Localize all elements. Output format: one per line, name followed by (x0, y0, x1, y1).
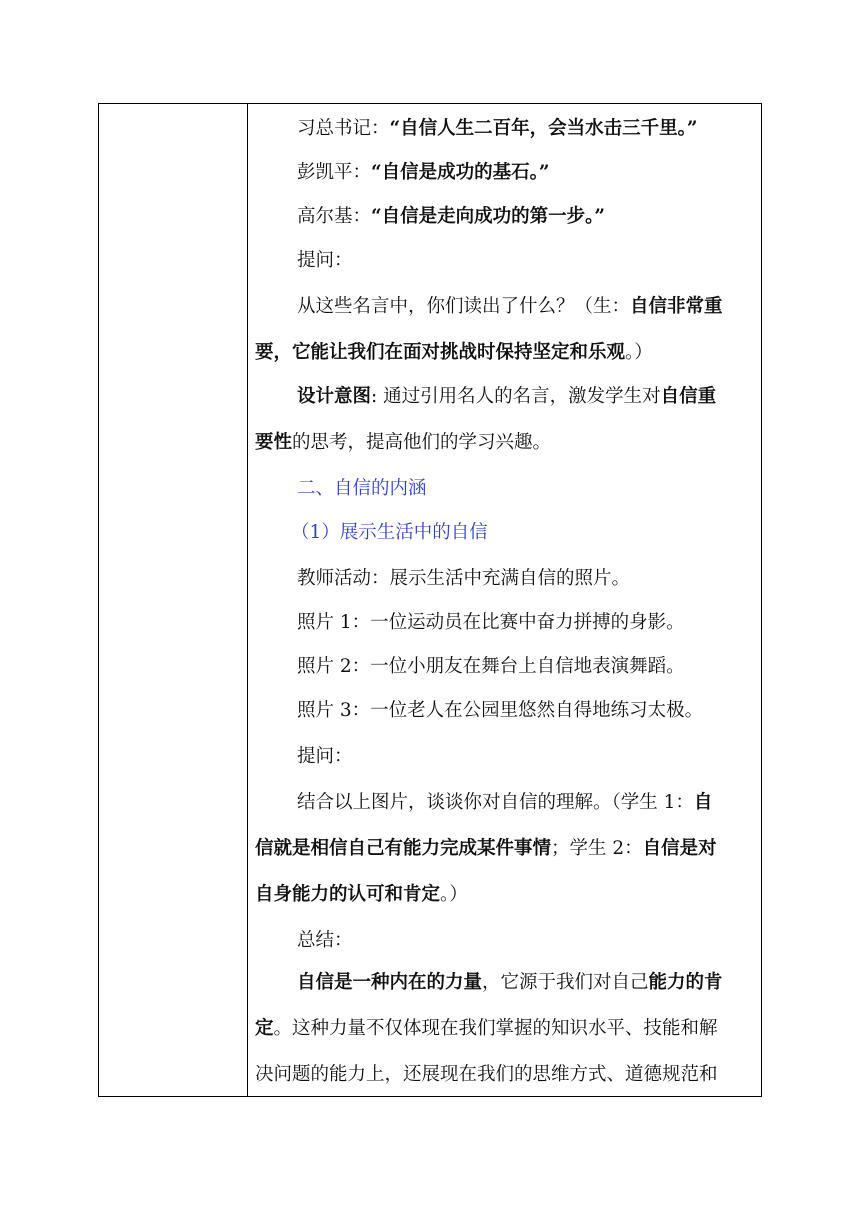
design-text-1: : 通过引用名人的名言，激发学生对 (371, 386, 661, 407)
quote-line-1 (297, 118, 698, 140)
quote-3-speaker: 高尔基： (297, 206, 372, 227)
design-text-2: 的思考，提高他们的学习兴趣。 (292, 432, 552, 453)
subsection-1-heading: （1）展示生活中的自信 (291, 522, 488, 543)
photo-item-3: 照片 3：一位老人在公园里悠然自得地练习太极。 (297, 700, 704, 721)
quote-1-text: “自信人生二百年，会当水击三千里。” (389, 118, 698, 139)
quote-line-3 (297, 206, 605, 228)
design-line-2 (255, 432, 551, 454)
photo-item-2: 照片 2：一位小朋友在舞台上自信地表演舞蹈。 (297, 656, 685, 677)
question-1-answer-start: 自信非常重 (630, 296, 723, 317)
photo-item-1: 照片 1：一位运动员在比赛中奋力拼搏的身影。 (297, 612, 685, 633)
question-2-label: 提问： (297, 746, 353, 767)
quote-line-2 (297, 162, 550, 184)
question-2-bold-2b: 自身能力的认可和肯定 (255, 884, 441, 905)
summary-line-1 (297, 972, 723, 994)
question-2-line-3 (255, 884, 468, 906)
question-2-bold-1a: 自 (693, 792, 713, 813)
summary-line-2 (255, 1018, 718, 1040)
question-1-end: 。） (625, 342, 653, 363)
question-1-text: 从这些名言中，你们读出了什么？（生： (297, 296, 631, 317)
summary-bold-2a: 能力的肯 (648, 972, 723, 993)
question-2-line-2 (255, 838, 717, 860)
summary-line-3: 决问题的能力上，还展现在我们的思维方式、道德规范和 (255, 1064, 718, 1085)
summary-bold-2b: 定 (255, 1018, 274, 1039)
teacher-activity: 教师活动：展示生活中充满自信的照片。 (297, 568, 631, 589)
summary-label: 总结： (297, 930, 353, 951)
quote-2-speaker: 彭凯平： (297, 162, 372, 183)
question-2-bold-2a: 自信是对 (642, 838, 717, 859)
design-line-1 (297, 386, 716, 408)
question-2-mid: ；学生 2： (551, 838, 643, 859)
question-1-line-2 (255, 342, 653, 364)
summary-text-2: 。这种力量不仅体现在我们掌握的知识水平、技能和解 (273, 1018, 718, 1039)
summary-text-1: ，它源于我们对自己 (482, 972, 649, 993)
column-divider (247, 104, 248, 1096)
question-1-label: 提问： (297, 250, 353, 271)
design-bold-2: 要性 (255, 432, 293, 453)
question-2-end: 。） (440, 884, 468, 905)
design-label: 设计意图 (297, 386, 372, 407)
question-2-text: 结合以上图片，谈谈你对自信的理解。（学生 1： (297, 792, 694, 813)
section-2-heading: 二、自信的内涵 (297, 478, 427, 499)
lesson-table (98, 103, 762, 1097)
question-2-bold-1b: 信就是相信自己有能力完成某件事情 (255, 838, 552, 859)
quote-3-text: “自信是走向成功的第一步。” (371, 206, 606, 227)
content-cell (255, 104, 761, 1096)
quote-2-text: “自信是成功的基石。” (371, 162, 550, 183)
question-1-line-1 (297, 296, 723, 318)
question-1-answer-rest: 要，它能让我们在面对挑战时保持坚定和乐观 (255, 342, 626, 363)
design-bold-1: 自信重 (660, 386, 717, 407)
quote-1-speaker: 习总书记： (297, 118, 390, 139)
summary-bold-1: 自信是一种内在的力量 (297, 972, 483, 993)
question-2-line-1 (297, 792, 712, 814)
